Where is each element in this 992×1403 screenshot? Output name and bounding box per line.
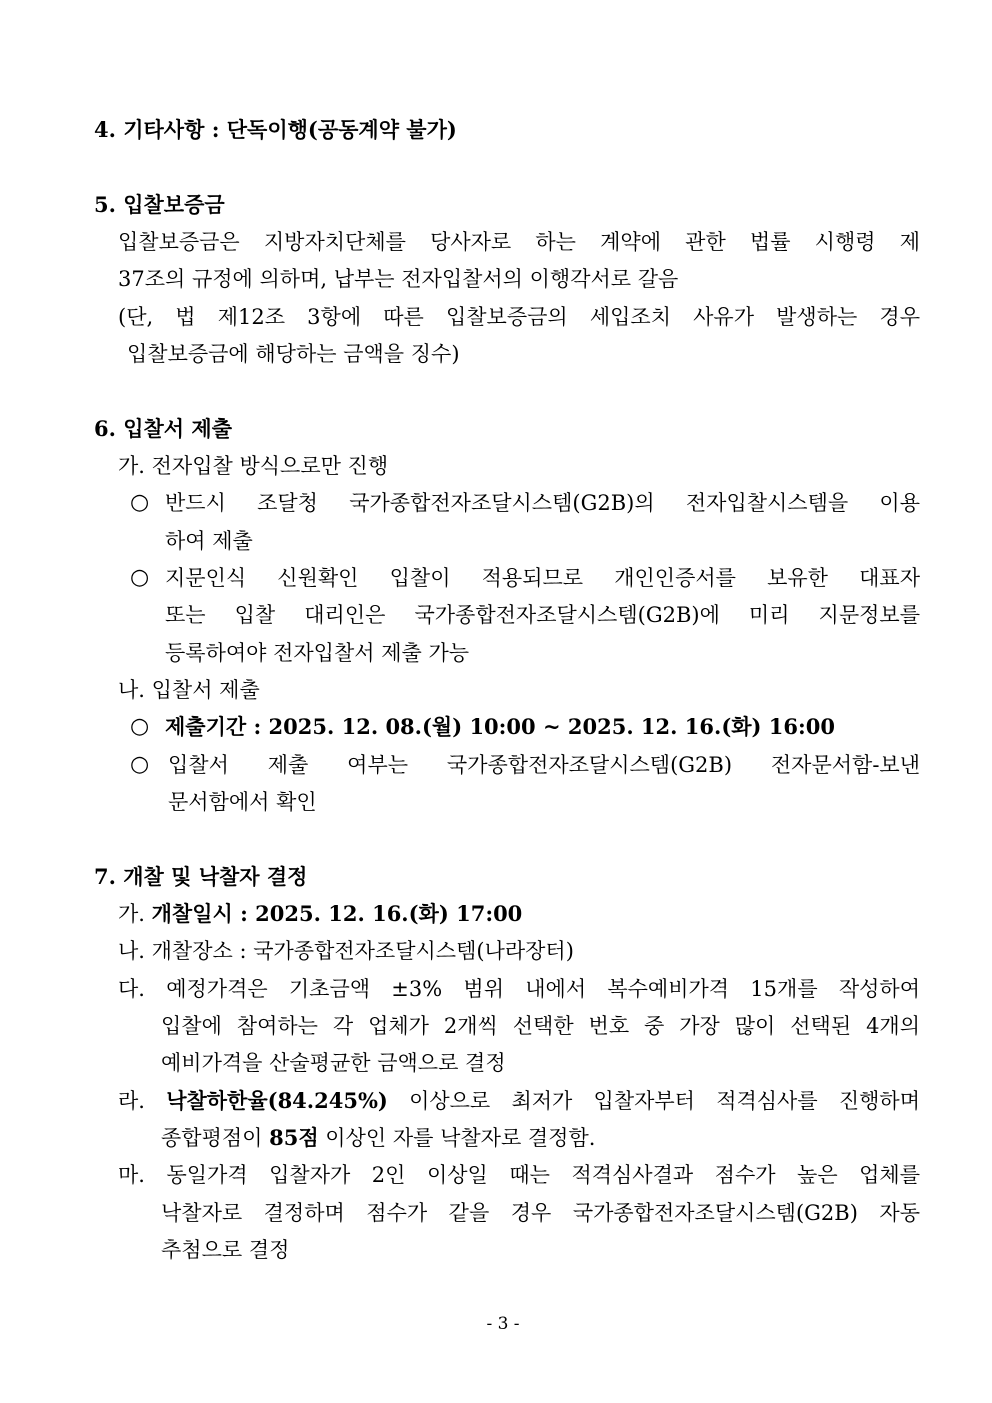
section-6-heading: 6. 입찰서 제출 bbox=[94, 416, 232, 441]
opening-datetime-value: : 2025. 12. 16.(화) 17:00 bbox=[232, 901, 523, 926]
section-6-bullet-2-line-3: 등록하여야 전자입찰서 제출 가능 bbox=[165, 641, 470, 665]
section-7-item-ma-line-3: 추첨으로 결정 bbox=[161, 1238, 290, 1262]
section-7-heading: 7. 개찰 및 낙찰자 결정 bbox=[94, 864, 308, 889]
section-5-heading: 5. 입찰보증금 bbox=[94, 192, 225, 217]
lower-limit-rate: 낙찰하한율(84.245%) bbox=[166, 1088, 388, 1113]
item-ra-text: 이상으로 최저가 입찰자부터 적격심사를 진행하며 bbox=[387, 1089, 920, 1113]
section-5-paragraph-line-2: 37조의 규정에 의하며, 납부는 전자입찰서의 이행각서로 갈음 bbox=[118, 267, 679, 291]
page-number: - 3 - bbox=[486, 1314, 520, 1334]
section-6-bullet-4-line-2: 문서함에서 확인 bbox=[168, 790, 317, 814]
section-7-item-ma-line-1: 마. 동일가격 입찰자가 2인 이상일 때는 적격심사결과 점수가 높은 업체를 bbox=[118, 1163, 920, 1187]
bullet-circle-icon: ○ bbox=[130, 565, 150, 590]
section-7-item-ga bbox=[118, 900, 522, 928]
section-7-item-ra-line-1 bbox=[118, 1087, 920, 1115]
section-5-note-line-2: 입찰보증금에 해당하는 금액을 징수) bbox=[127, 342, 460, 366]
submission-period-label: 제출기간 bbox=[165, 714, 247, 739]
section-6-bullet-3 bbox=[165, 713, 835, 741]
section-7-item-ma-line-2: 낙찰자로 결정하며 점수가 같을 경우 국가종합전자조달시스템(G2B) 자동 bbox=[161, 1201, 920, 1225]
item-prefix: 라. bbox=[118, 1089, 167, 1113]
submission-period-value: : 2025. 12. 08.(월) 10:00 ~ 2025. 12. 16.(화) 16:00 bbox=[246, 714, 835, 739]
section-5-note-line-1: (단, 법 제12조 3항에 따른 입찰보증금의 세입조치 사유가 발생하는 경우 bbox=[118, 305, 920, 329]
section-6-bullet-2-line-1: 지문인식 신원확인 입찰이 적용되므로 개인인증서를 보유한 대표자 bbox=[165, 566, 920, 590]
section-4-heading: 4. 기타사항 : 단독이행(공동계약 불가) bbox=[94, 117, 457, 142]
section-6-bullet-4-line-1: 입찰서 제출 여부는 국가종합전자조달시스템(G2B) 전자문서함-보낸 bbox=[168, 753, 920, 777]
section-5-paragraph-line-1: 입찰보증금은 지방자치단체를 당사자로 하는 계약에 관한 법률 시행령 제 bbox=[118, 230, 920, 254]
bullet-circle-icon: ○ bbox=[130, 490, 150, 515]
section-6-item-ga: 가. 전자입찰 방식으로만 진행 bbox=[118, 454, 389, 478]
item-ra-text: 종합평점이 bbox=[161, 1126, 270, 1150]
section-7-item-na: 나. 개찰장소 : 국가종합전자조달시스템(나라장터) bbox=[118, 939, 574, 963]
section-7-item-da-line-2: 입찰에 참여하는 각 업체가 2개씩 선택한 번호 중 가장 많이 선택된 4개의 bbox=[161, 1014, 920, 1038]
opening-datetime-label: 개찰일시 bbox=[151, 901, 233, 926]
section-7-item-da-line-1: 다. 예정가격은 기초금액 ±3% 범위 내에서 복수예비가격 15개를 작성하여 bbox=[118, 977, 920, 1001]
section-6-item-na: 나. 입찰서 제출 bbox=[118, 678, 260, 702]
section-6-bullet-1-line-1: 반드시 조달청 국가종합전자조달시스템(G2B)의 전자입찰시스템을 이용 bbox=[165, 491, 920, 515]
minimum-score: 85점 bbox=[269, 1125, 319, 1150]
section-6-bullet-1-line-2: 하여 제출 bbox=[165, 529, 253, 553]
section-7-item-ra-line-2 bbox=[161, 1124, 595, 1152]
bullet-circle-icon: ○ bbox=[130, 714, 150, 739]
section-7-item-da-line-3: 예비가격을 산술평균한 금액으로 결정 bbox=[161, 1051, 506, 1075]
section-6-bullet-2-line-2: 또는 입찰 대리인은 국가종합전자조달시스템(G2B)에 미리 지문정보를 bbox=[165, 603, 920, 627]
bullet-circle-icon: ○ bbox=[130, 752, 150, 777]
item-prefix: 가. bbox=[118, 902, 152, 926]
item-ra-text: 이상인 자를 낙찰자로 결정함. bbox=[318, 1126, 596, 1150]
